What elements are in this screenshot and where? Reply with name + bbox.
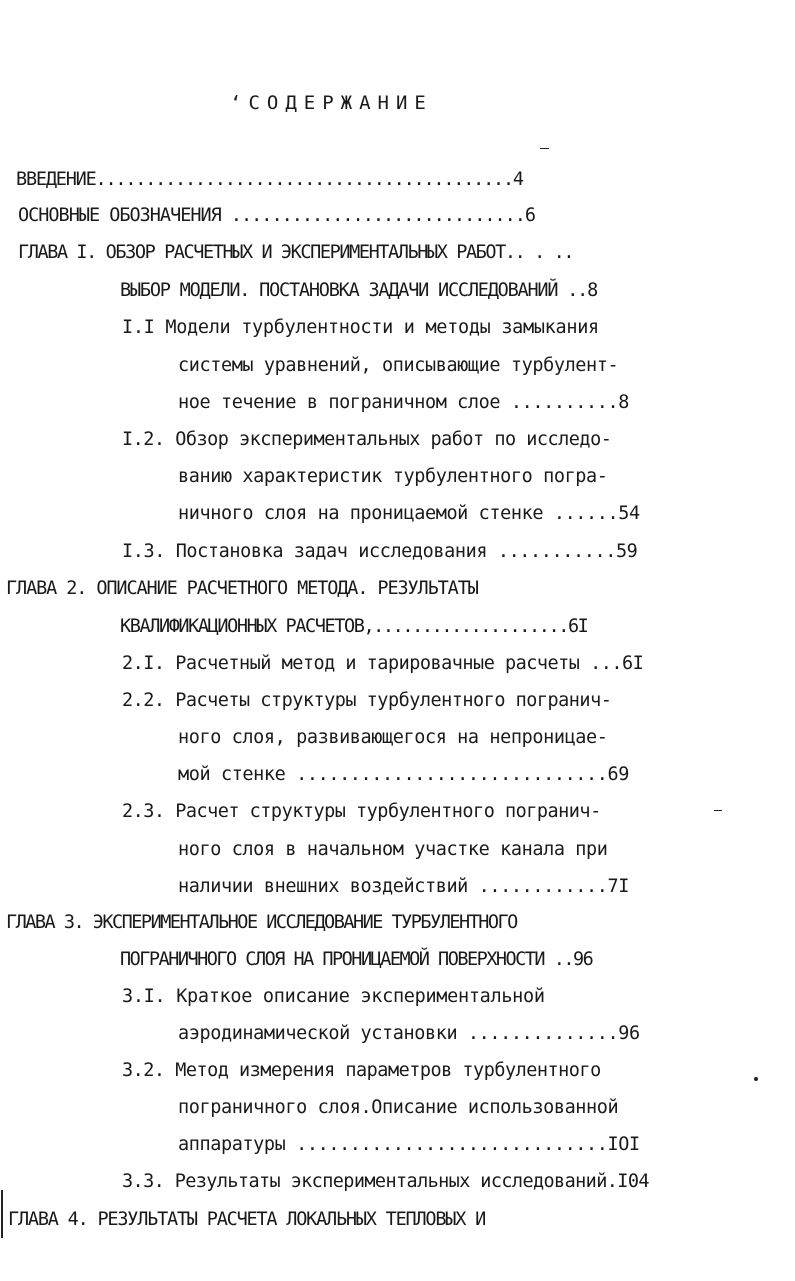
page-title: ‘СОДЕРЖАНИЕ xyxy=(230,92,433,114)
toc-section-1-1-line2: системы уравнений, описывающие турбулент- xyxy=(178,355,619,376)
toc-chapter-3-heading-cont: ПОГРАНИЧНОГО СЛОЯ НА ПРОНИЦАЕМОЙ ПОВЕРХНОСТИ ..96 xyxy=(120,949,593,970)
toc-section-2-2-line2: ного слоя, развивающегося на непроницае- xyxy=(178,727,608,748)
toc-section-2-2-line3: мой стенке .............................69 xyxy=(178,764,629,785)
toc-chapter-2-heading: ГЛАВА 2. ОПИСАНИЕ РАСЧЕТНОГО МЕТОДА. РЕЗУЛЬТАТЫ xyxy=(6,578,478,599)
toc-chapter-1-heading: ГЛАВА I. ОБЗОР РАСЧЕТНЫХ И ЭКСПЕРИМЕНТАЛЬНЫХ РАБОТ.. . .. xyxy=(18,242,574,263)
toc-section-2-3: 2.3. Расчет структуры турбулентного погранич- xyxy=(122,801,601,822)
toc-section-3-2-line3: аппаратуры .............................IOI xyxy=(178,1134,640,1155)
scan-mark xyxy=(714,810,722,811)
toc-section-1-2-line3: ничного слоя на проницаемой стенке ......54 xyxy=(178,503,640,524)
toc-section-3-3: 3.3. Результаты экспериментальных исследований.I04 xyxy=(122,1171,649,1192)
toc-section-1-2-line2: ванию характеристик турбулентного погра- xyxy=(178,466,608,487)
toc-section-2-2: 2.2. Расчеты структуры турбулентного погранич- xyxy=(122,690,612,711)
toc-entry-introduction: ВВЕДЕНИЕ..........................................4 xyxy=(16,169,523,190)
toc-section-2-3-line2: ного слоя в начальном участке канала при xyxy=(178,839,608,860)
scan-mark xyxy=(1,1190,3,1238)
toc-entry-notation: ОСНОВНЫЕ ОБОЗНАЧЕНИЯ .............................6 xyxy=(18,205,536,226)
toc-section-2-1: 2.I. Расчетный метод и тарировачные расчеты ...6I xyxy=(122,653,644,674)
toc-chapter-1-heading-cont: ВЫБОР МОДЕЛИ. ПОСТАНОВКА ЗАДАЧИ ИССЛЕДОВАНИЙ ..8 xyxy=(120,280,598,301)
toc-section-3-2-line2: пограничного слоя.Описание использованной xyxy=(178,1097,619,1118)
toc-section-1-2: I.2. Обзор экспериментальных работ по исследо- xyxy=(122,429,612,450)
toc-chapter-4-heading: ГЛАВА 4. РЕЗУЛЬТАТЫ РАСЧЕТА ЛОКАЛЬНЫХ ТЕПЛОВЫХ И xyxy=(8,1209,486,1230)
scan-mark xyxy=(540,148,549,149)
toc-chapter-2-heading-cont: КВАЛИФИКАЦИОННЫХ РАСЧЕТОВ,....................6I xyxy=(120,616,588,637)
toc-section-1-1-line3: ное течение в пограничном слое ..........8 xyxy=(178,392,629,413)
toc-section-1-1: I.I Модели турбулентности и методы замыкания xyxy=(122,317,599,338)
toc-chapter-3-heading: ГЛАВА 3. ЭКСПЕРИМЕНТАЛЬНОЕ ИССЛЕДОВАНИЕ ТУРБУЛЕНТНОГО xyxy=(6,912,517,933)
toc-section-3-2: 3.2. Метод измерения параметров турбулентного xyxy=(122,1060,601,1081)
toc-section-1-3: I.3. Постановка задач исследования ...........59 xyxy=(122,541,638,562)
scan-mark xyxy=(754,1077,758,1081)
toc-section-3-1-line2: аэродинамической установки ..............96 xyxy=(178,1023,640,1044)
toc-section-2-3-line3: наличии внешних воздействий ............7I xyxy=(178,876,629,897)
toc-section-3-1: 3.I. Краткое описание экспериментальной xyxy=(122,986,545,1007)
